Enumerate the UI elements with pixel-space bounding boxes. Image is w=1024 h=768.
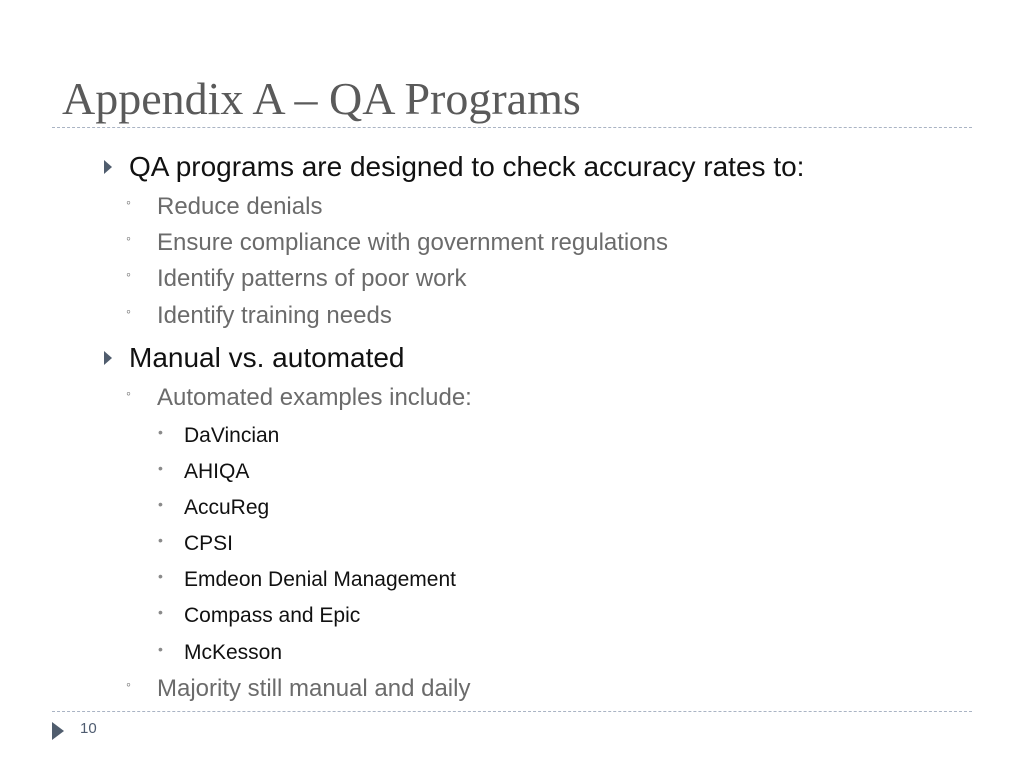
- sub-sub-bullet-text: DaVincian: [184, 424, 280, 447]
- sub-bullet-text: Ensure compliance with government regulations: [157, 229, 668, 256]
- sub-bullet-text: Identify training needs: [157, 302, 392, 329]
- sub-sub-bullet-text: Emdeon Denial Management: [184, 568, 456, 591]
- triangle-right-icon: [104, 160, 112, 174]
- triangle-right-icon: [52, 722, 64, 740]
- hollow-circle-icon: ◦: [126, 676, 131, 692]
- triangle-right-icon: [104, 351, 112, 365]
- hollow-circle-icon: ◦: [126, 230, 131, 246]
- small-dot-icon: •: [158, 568, 163, 584]
- sub-sub-bullet-text: Compass and Epic: [184, 604, 361, 627]
- title-divider: [52, 127, 972, 128]
- small-dot-icon: •: [158, 460, 163, 476]
- footer-divider: [52, 711, 972, 712]
- sub-bullet-text: Identify patterns of poor work: [157, 265, 467, 292]
- small-dot-icon: •: [158, 532, 163, 548]
- hollow-circle-icon: ◦: [126, 385, 131, 401]
- hollow-circle-icon: ◦: [126, 303, 131, 319]
- small-dot-icon: •: [158, 496, 163, 512]
- bullet-text: QA programs are designed to check accuracy rates to:: [129, 151, 805, 182]
- small-dot-icon: •: [158, 604, 163, 620]
- sub-bullet-text: Reduce denials: [157, 193, 323, 220]
- sub-sub-bullet-text: McKesson: [184, 641, 283, 664]
- sub-bullet-text: Automated examples include:: [157, 384, 472, 411]
- sub-bullet-text: Majority still manual and daily: [157, 675, 471, 702]
- hollow-circle-icon: ◦: [126, 266, 131, 282]
- bullet-text: Manual vs. automated: [129, 342, 405, 373]
- small-dot-icon: •: [158, 641, 163, 657]
- page-number: 10: [80, 720, 97, 737]
- sub-sub-bullet-text: AHIQA: [184, 460, 250, 483]
- hollow-circle-icon: ◦: [126, 194, 131, 210]
- sub-sub-bullet-text: AccuReg: [184, 496, 270, 519]
- sub-sub-bullet-text: CPSI: [184, 532, 234, 555]
- slide-title: Appendix A – QA Programs: [62, 73, 581, 124]
- small-dot-icon: •: [158, 424, 163, 440]
